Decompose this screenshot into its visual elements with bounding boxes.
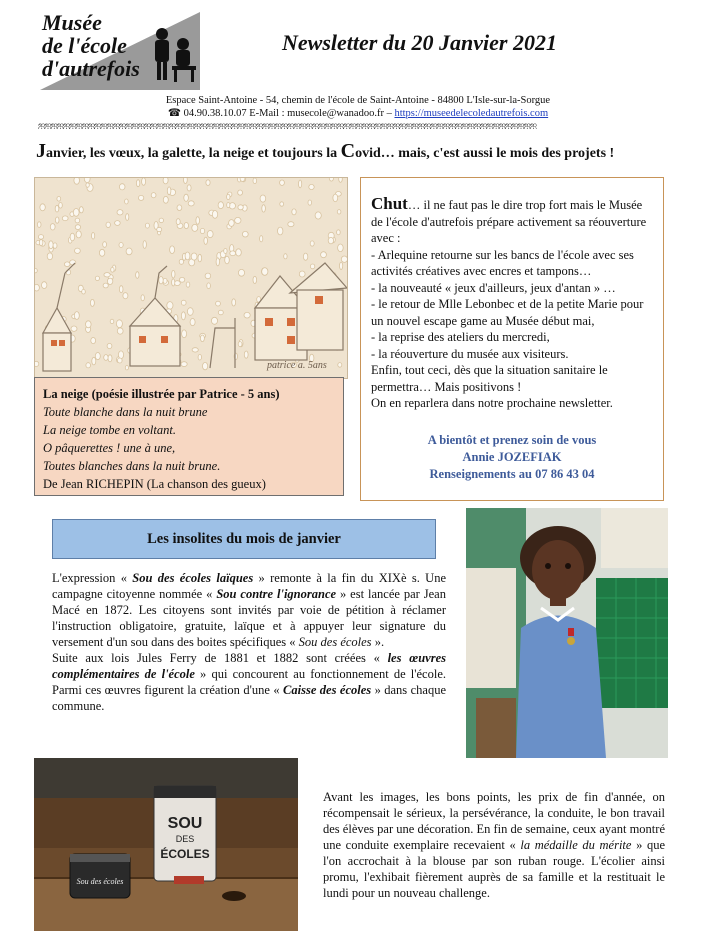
snowflake: [341, 256, 347, 262]
snowflake: [188, 201, 194, 206]
snowflake: [172, 279, 175, 286]
snowflake: [104, 273, 110, 277]
snow-drawing: [35, 178, 347, 378]
snowflake: [125, 199, 129, 204]
snowflake: [70, 233, 75, 241]
snowflake: [110, 319, 114, 323]
snowflake: [338, 363, 342, 368]
snowflake: [310, 241, 314, 246]
snowflake: [55, 217, 59, 223]
contact-line: [118, 107, 598, 120]
emphasis-run: les œuvres complémentaires de l'école: [52, 651, 446, 681]
sign-greeting: A bientôt et prenez soin de vous: [427, 432, 597, 447]
sign-phone: Renseignements au 07 86 43 04: [429, 466, 595, 481]
ornamental-divider: ஐஐஐஐஐஐஐஐஐஐஐஐஐஐஐஐஐஐஐஐஐஐஐஐஐஐஐஐஐஐஐஐஐஐஐஐஐஐஐஐஐஐஐஐஐஐஐஐஐஐஐஐஐஐஐஐஐஐஐஐஐஐஐஐஐஐஐஐஐஐஐஐஐஐஐஐஐஐஐஐ: [38, 121, 536, 129]
snowflake: [262, 268, 268, 276]
snowflake: [181, 362, 187, 367]
phone-number: ☎ 04.90.38.10.07: [167, 108, 247, 119]
infobox-intro: [371, 196, 653, 247]
snowflake: [49, 241, 53, 249]
intro-text: … il ne faut pas le dire trop fort mais le Musée de l'école d'autrefois prépare activement sa réouverture avec :: [371, 198, 647, 245]
snowflake: [227, 194, 230, 199]
snowflake: [55, 205, 59, 212]
snowflake: [288, 222, 294, 227]
snowflake: [284, 254, 287, 259]
snowflake: [236, 249, 242, 256]
snowflake: [253, 276, 257, 283]
snowflake: [35, 284, 39, 291]
snowflake: [117, 328, 123, 334]
infobox-closing-2: On en reparlera dans notre prochaine newsletter.: [371, 396, 613, 410]
text-run: » dans chaque commune.: [52, 683, 446, 713]
snowflake: [42, 282, 47, 289]
tall-tin: [154, 786, 216, 884]
snowflake: [118, 351, 123, 359]
snowflake: [198, 254, 202, 262]
snowflake: [181, 312, 185, 320]
snowflake: [299, 180, 302, 188]
poem-title: La neige (poésie illustrée par Patrice - 5 ans): [43, 387, 280, 401]
text-run: » que l'on accrochait à la blouse par son ruban rouge. L'écolier ainsi promu, l'exhibait fièrement auprès de sa famille et la restituait le lundi pour un nouveau challenge.: [323, 838, 666, 900]
snowflake: [95, 353, 100, 360]
tin-label-des: DES: [175, 834, 195, 844]
snowflake: [196, 217, 200, 225]
poem-author: De Jean RICHEPIN (La chanson des gueux): [43, 477, 266, 491]
snowflake: [86, 321, 92, 328]
snowflake: [192, 224, 198, 231]
headline-part-1: anvier, les vœux, la galette, la neige et toujours la: [46, 146, 341, 161]
snowflake: [106, 222, 110, 227]
snowflake: [117, 210, 123, 215]
snowflake: [92, 233, 95, 240]
snowflake: [73, 209, 79, 217]
headline-cap-j: J: [36, 140, 46, 162]
emphasis-run: Sou contre l'ignorance: [216, 587, 337, 601]
snowflake: [111, 267, 114, 272]
snowflake: [238, 342, 242, 347]
snowflake: [184, 223, 188, 229]
snowflake: [62, 216, 68, 221]
tin-label-sou: SOU: [167, 815, 203, 832]
snowflake: [204, 237, 208, 244]
snowflake: [190, 319, 195, 326]
snowflake: [179, 259, 183, 264]
snowflake: [184, 178, 188, 184]
snowflake: [310, 264, 314, 269]
museum-address: [118, 94, 598, 120]
snowflake: [205, 273, 211, 279]
snowflake: [35, 361, 39, 366]
emphasis-run: Sou des écoles: [298, 635, 372, 649]
snowflake: [37, 222, 41, 228]
snowflake: [163, 278, 167, 283]
tins-photo-illustration: [34, 758, 298, 931]
chut-word: Chut: [371, 194, 408, 213]
snowflake: [86, 363, 91, 368]
snowflake: [292, 209, 296, 215]
snowflake: [172, 270, 175, 278]
headline-part-2: ovid… mais, c'est aussi le mois des projets !: [355, 146, 615, 161]
snowflake: [191, 253, 197, 260]
snowflake: [103, 283, 108, 288]
snowflake: [159, 277, 163, 284]
tin-label-ecoles: ÉCOLES: [160, 847, 210, 861]
snowflake: [104, 355, 108, 361]
infobox-signature: [371, 432, 653, 483]
snowflake: [242, 231, 248, 237]
snowflake: [126, 248, 132, 255]
snowflake: [176, 219, 180, 225]
girl-mannequin-photo: [466, 508, 668, 758]
snowflake: [107, 278, 112, 284]
insolites-paragraph-2: [52, 650, 446, 714]
snowflake: [119, 286, 123, 293]
snowflake: [207, 283, 211, 289]
snowflake: [38, 235, 43, 240]
snowflake: [333, 194, 338, 202]
email-label: E-Mail : musecole@wanadoo.fr –: [249, 108, 392, 119]
snowflake: [47, 253, 52, 260]
snowflake: [337, 210, 341, 214]
snowflake: [92, 357, 96, 365]
sou-des-ecoles-tins-photo: [34, 758, 298, 931]
snowflake: [182, 330, 187, 338]
snowflake: [141, 295, 144, 301]
infobox-item: - la reprise des ateliers du mercredi,: [371, 330, 550, 344]
address-line: Espace Saint-Antoine - 54, chemin de l'école de Saint-Antoine - 84800 L'Isle-sur-la-Sorgue: [165, 95, 551, 106]
snowflake: [75, 225, 80, 230]
website-link[interactable]: https://museedelecoledautrefois.com: [394, 108, 549, 119]
snowflake: [232, 299, 236, 306]
snowflake: [308, 200, 312, 205]
snowflake: [167, 302, 173, 310]
snowflake: [159, 218, 163, 223]
text-run: Suite aux lois Jules Ferry de 1881 et 1882 sont créées «: [52, 651, 388, 665]
snowflake: [198, 354, 201, 360]
snowflake: [340, 262, 343, 269]
snowflake: [200, 228, 204, 233]
snowflake: [76, 231, 81, 238]
snowflake: [216, 301, 221, 306]
text-run: » est lancée par Jean Macé en 1872. Les citoyens sont invités par voie de pétition à réclamer l'instruction obligatoire, gratuite, laïque et à appuyer leur signature du versement d'un sou dans des boites spécifiques «: [52, 587, 446, 649]
infobox-item: - la nouveauté « jeux d'ailleurs, jeux d'antan » …: [371, 280, 616, 295]
snowflake: [136, 180, 139, 187]
snowflake: [207, 231, 213, 238]
snowflake: [260, 236, 263, 242]
text-run: ».: [371, 635, 385, 649]
snowflake: [167, 187, 171, 195]
snowflake: [303, 253, 307, 260]
snowflake: [184, 194, 189, 201]
snowflake: [71, 326, 77, 331]
snowflake: [225, 256, 230, 264]
snowflake: [74, 312, 79, 320]
snowflake: [99, 249, 104, 256]
snowflake: [74, 178, 80, 184]
drawing-signature: patrice a. 5ans: [267, 360, 327, 371]
snowflake: [218, 202, 223, 209]
snowflake: [40, 204, 45, 211]
text-run: » qui concourent au fonctionnement de l'école. Parmi ces œuvres figurent la création d'une «: [52, 667, 446, 697]
snowflake: [187, 185, 191, 191]
snowflake: [192, 348, 198, 352]
snowflake: [238, 205, 243, 210]
snowflake: [186, 282, 190, 287]
snowflake: [211, 317, 217, 324]
snowflake: [187, 308, 193, 316]
snowflake: [157, 227, 162, 231]
infobox-item: - le retour de Mlle Lebonbec et de la petite Marie pour un nouvel escape game au Musée début mai,: [371, 297, 644, 328]
emphasis-run: Sou des écoles laïques: [132, 571, 254, 585]
snowflake: [108, 355, 112, 362]
snowflake: [91, 338, 96, 344]
snowflake: [70, 260, 76, 265]
snowflake: [216, 258, 219, 266]
snowflake: [145, 223, 149, 228]
snowflake: [163, 178, 168, 184]
snowflake: [329, 178, 333, 181]
headline-cap-c: C: [340, 140, 356, 162]
infobox-closing-1: Enfin, tout ceci, dès que la situation sanitaire le permettra… Mais positivons !: [371, 363, 608, 394]
snowflake: [151, 193, 156, 198]
snowflake: [82, 289, 86, 294]
snowflake: [280, 180, 285, 185]
snowflake: [224, 249, 227, 254]
poem-box: [34, 377, 344, 496]
snowflake: [278, 227, 283, 235]
snowflake: [337, 230, 341, 235]
snowflake: [321, 252, 327, 258]
snowflake: [90, 299, 94, 306]
infobox-item: - Arlequine retourne sur les bancs de l'école avec ses activités créatives avec encres et tampons…: [371, 247, 634, 278]
snowflake: [253, 178, 257, 184]
snowflake: [299, 271, 305, 277]
medal-text: [323, 789, 665, 901]
text-run: Avant les images, les bons points, les prix de fin d'année, on récompensait le sérieux, la persévérance, la conduite, le bon travail des élèves par une décoration. En fin de semaine, ceux ayant montré une conduite exemplaire recevaient «: [323, 790, 665, 852]
snowflake: [79, 207, 83, 213]
snowflake: [240, 178, 245, 182]
snowflake: [116, 320, 122, 328]
text-run: » remonte à la fin du XIXè s. Une campagne citoyenne nommée «: [52, 571, 446, 601]
sign-name: Annie JOZEFIAK: [462, 449, 562, 464]
snowflake: [143, 241, 146, 249]
poem-verse-4: Toutes blanches dans la nuit brune.: [43, 459, 221, 473]
snowflake: [185, 252, 190, 260]
newsletter-title: Newsletter du 20 Janvier 2021: [282, 30, 557, 55]
snowflake: [50, 224, 55, 230]
reopening-info-box: [360, 177, 664, 501]
insolites-paragraph-1: [52, 570, 446, 650]
museum-logo: [40, 12, 200, 90]
girl-photo-illustration: [466, 508, 668, 758]
teacher-pupil-icon: [150, 26, 198, 84]
snowflake: [136, 272, 139, 279]
snowflake: [142, 178, 146, 185]
snowflake: [328, 237, 333, 243]
snowflake: [179, 277, 184, 282]
headline: [36, 140, 676, 163]
snowflake: [244, 312, 250, 318]
snowflake: [84, 178, 90, 183]
snowflake: [200, 335, 204, 342]
snowflake: [238, 269, 244, 276]
snowflake: [227, 203, 230, 208]
text-run: L'expression «: [52, 571, 133, 585]
snowflake: [229, 220, 235, 227]
snowflake: [119, 243, 123, 248]
snowflake: [203, 362, 208, 369]
snowflake: [59, 203, 63, 209]
logo-line-3: d'autrefois: [42, 56, 140, 81]
small-tin-label: Sou des écoles: [76, 877, 124, 886]
snowflake: [206, 180, 210, 186]
snowflake: [75, 218, 80, 223]
snowflake: [86, 183, 89, 187]
small-tin: [70, 854, 130, 898]
poem-verse-1: Toute blanche dans la nuit brune: [43, 405, 208, 419]
snowflake: [218, 310, 223, 315]
snowflake: [244, 351, 248, 358]
snowflake: [339, 178, 343, 182]
snowflake: [338, 244, 344, 252]
snowflake: [238, 190, 243, 195]
snowflake: [118, 358, 123, 363]
snowflake: [119, 184, 125, 190]
snowflake: [125, 366, 128, 370]
snowflake: [170, 246, 175, 254]
snowflake: [181, 300, 186, 305]
snowflake: [35, 268, 37, 272]
snowflake: [95, 276, 99, 280]
emphasis-run: Caisse des écoles: [283, 683, 372, 697]
snowflake: [212, 211, 217, 219]
snowflake: [57, 197, 61, 202]
snowflake: [163, 196, 168, 203]
insolites-text: [52, 570, 446, 714]
poem-verse-2: La neige tombe en voltant.: [43, 423, 176, 437]
snowflake: [115, 221, 121, 226]
logo-line-1: Musée: [42, 10, 102, 35]
emphasis-run: la médaille du mérite: [520, 838, 632, 852]
snowflake: [280, 202, 284, 206]
snow-drawing-image: [34, 177, 348, 379]
snowflake: [64, 262, 70, 267]
snowflake: [315, 212, 321, 219]
snowflake: [138, 195, 143, 200]
snowflake: [126, 214, 129, 221]
snowflake: [103, 242, 107, 248]
snowflake: [262, 205, 266, 212]
snowflake: [39, 240, 43, 246]
poem-verse-3: O pâquerettes ! une à une,: [43, 441, 176, 455]
snowflake: [309, 184, 314, 189]
snowflake: [235, 217, 241, 223]
insolites-banner: Les insolites du mois de janvier: [52, 519, 436, 559]
snowflake: [177, 205, 182, 211]
snowflake: [107, 343, 112, 348]
snowflake: [75, 248, 81, 253]
snowflake: [230, 251, 236, 256]
infobox-item: - la réouverture du musée aux visiteurs.: [371, 346, 569, 361]
snowflake: [123, 293, 128, 299]
logo-line-2: de l'école: [42, 33, 127, 58]
snowflake: [260, 195, 266, 202]
